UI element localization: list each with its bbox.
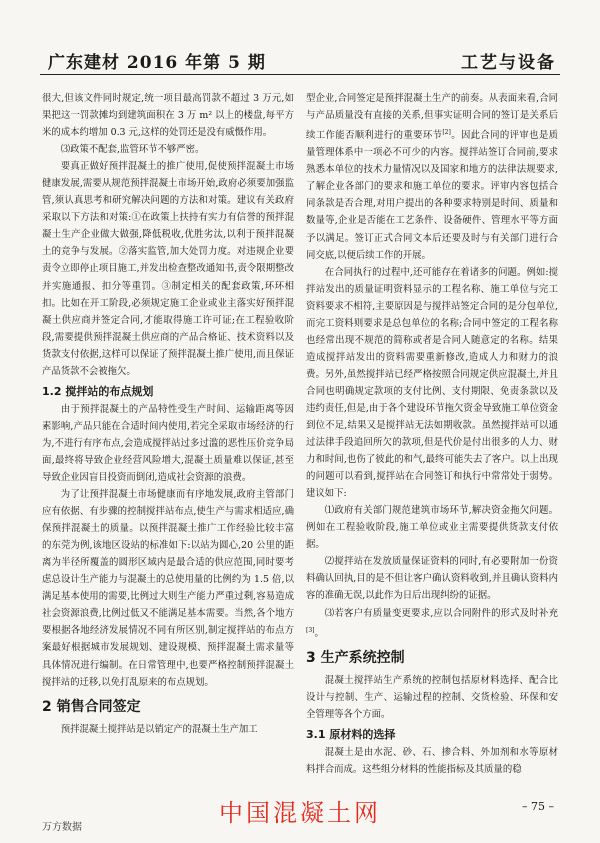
text-span: 。: [314, 627, 324, 639]
paragraph: 由于预拌混凝土的产品特性受生产时间、运输距离等因素影响,产品只能在合适时间内使用,若完全采取市场经济的行为,不进行有序布点,会造成搅拌站过多过滥的恶性压价竞争局面,最终将导致企业经营风险增大,混凝土质量难以保证,甚至导致企业因盲目投资而倒闭,造成社会资源的浪费。: [42, 403, 294, 483]
paragraph: ⑵搅拌站在发放质量保证资料的同时,有必要附加一份资料确认回执,目的是不但让客户确认资料收到,并且确认资料内容的准确无误,以此作为日后出现纠纷的证据。: [306, 556, 558, 602]
paragraph: 很大,但该文件同时规定,统一项目最高罚款不超过 3 万元,如果把这一罚款摊均到建筑面积在 3 万 m² 以上的楼盘,每平方米的成本约增加 0.3 元,这样的处罚还是没有威慑作用。: [42, 93, 294, 139]
paragraph: 在合同执行的过程中,还可能存在着诸多的问题。例如:搅拌站发出的质量证明资料显示的工程名称、施工单位与完工资料要求不相符,主要原因是与搅拌站签定合同的是分包单位,而完工资料则要求是总包单位的名称;合同中签定的工程名称也经常出现不规范的简称或者是合同人随意定的名称。结果造成搅拌站发出的资料需要重新修改,造成人力和财力的浪费。另外,虽然搅拌站已经严格按照合同规定供应混凝土,并且合同也明确规定款项的支付比例、支付期限、免责条款以及违约责任,但是,由于各个建设环节拖欠资金导致施工单位资金到位不足,结果又是搅拌站无法如期收款。虽然搅拌站可以通过法律手段追回所欠的款项,但是代价是付出很多的人力、财力和时间,也伤了彼此的和气,最终可能失去了客户。以上出现的问题可以看到,搅拌站在合同签订和执行中常常处于弱势。建议如下:: [306, 266, 558, 500]
subsection-heading: 1.2 搅拌站的布点规划: [42, 384, 154, 398]
page-number: – 75 –: [522, 800, 554, 813]
paragraph: 要真正做好预拌混凝土的推广使用,促使预拌混凝土市场健康发展,需要从规范预拌混凝土市场开始,政府必须要加强监管,须认真思考和研究解决问题的方法和对策。建议有关政府采取以下方法和对策:①在政策上扶持有实力有信誉的预拌混凝土生产企业做大做强,降低税收,优胜劣汰,以利于预拌混凝土的竞争与发展。②落实监管,加大处罚力度。对违规企业要责令立即停止项目施工,并发出检查整改通知书,责令限期整改并实施通报、扣分等重罚。③制定相关的配套政策,环环相扣。比如在开工阶段,必须规定施工企业或业主落实好预拌混凝土供应商并签定合同,才能取得施工许可证;在工程验收阶段,需要提供预拌混凝土供应商的产品合格证、技术资料以及货款支付依据,这样可以保证了预拌混凝土推广使用,而且保证产品货款不会被拖欠。: [42, 161, 294, 377]
paragraph: 为了让预拌混凝土市场健康而有序地发展,政府主管部门应有依据、有步骤的控制搅拌站布点,使生产与需求相适应,确保预拌混凝土的质量。以预拌混凝土推广工作经验比较丰富的东莞为例,该地区设站的标准如下:以站为圆心,20 公里的距离为半径所覆盖的圆形区域内是最合适的供应范围,同时要考虑总设计生产能力与混凝土的总使用量的比例约为 1.5 倍,以满足基本使用的需要,比例过大则生产能力严重过剩,容易造成社会资源浪费,比例过低又不能满足基本需要。当然,各个地方要根据各地经济发展情况不同有所区别,制定搅拌站的布点方案最好根据城市发展规划、建设规模、预拌混凝土需求量等具体情况进行编制。在日常管理中,也要严格控制预拌混凝土搅拌站的迁移,以免打乱原来的布点规划。: [42, 489, 294, 688]
citation: [3]: [306, 626, 315, 634]
journal-title: 广东建材 2016 年第 5 期: [48, 53, 266, 73]
paragraph: ⑶政策不配套,监管环节不够严密。: [60, 144, 205, 156]
section-heading: 3 生产系统控制: [306, 649, 405, 666]
paragraph: ⑴政府有关部门规范建筑市场环节,解决资金拖欠问题。例如在工程验收阶段,施工单位或业主需要提供货款支付依据。: [306, 505, 558, 551]
site-watermark: 中国混凝土网: [219, 799, 381, 827]
paragraph: 混凝土是由水泥、砂、石、掺合料、外加剂和水等原材料拌合而成。这些组分材料的性能指标及其质量的稳: [306, 746, 558, 775]
paragraph: 预拌混凝土搅拌站是以销定产的混凝土生产加工: [60, 723, 258, 735]
right-column: [306, 90, 558, 778]
paragraph: 混凝土搅拌站生产系统的控制包括原材料选择、配合比设计与控制、生产、运输过程的控制、交货检验、环保和安全管理等各个方面。: [306, 674, 558, 720]
section-heading: 2 销售合同签定: [42, 698, 141, 715]
section-title: 工艺与设备: [461, 53, 556, 73]
text-span: ⑶若客户有质量变更要求,应以合同附件的形式及时补充: [324, 607, 558, 619]
subsection-heading: 3.1 原材料的选择: [306, 727, 396, 741]
database-brand: 万方数据: [42, 822, 82, 833]
paragraph: [306, 90, 558, 264]
left-column: [42, 90, 294, 738]
page-header: [40, 44, 560, 75]
text-span: 型企业,合同签定是预拌混凝土生产的前奏。从表面来看,合同与产品质量没有直接的关系,但事实证明合同的签订是关系后续工作能否顺利进行的重要环节: [306, 93, 558, 142]
paragraph: [306, 605, 558, 642]
text-span: 。因此合同的评审也是质量管理体系中一项必不可少的内容。搅拌站签订合同前,要求熟悉本单位的技术力量情况以及国家和地方的法律法规要求,了解企业各部门的要求和施工单位的要求。评审内容包括合同条款是否合理,对用户提出的各种要求特别是时间、质量和数量等,企业是否能在工艺条件、设备硬件、管理水平等方面予以满足。签订正式合同文本后还要及时与有关部门进行合同交底,以便后续工作的开展。: [306, 130, 558, 261]
citation: [2]: [442, 129, 451, 137]
